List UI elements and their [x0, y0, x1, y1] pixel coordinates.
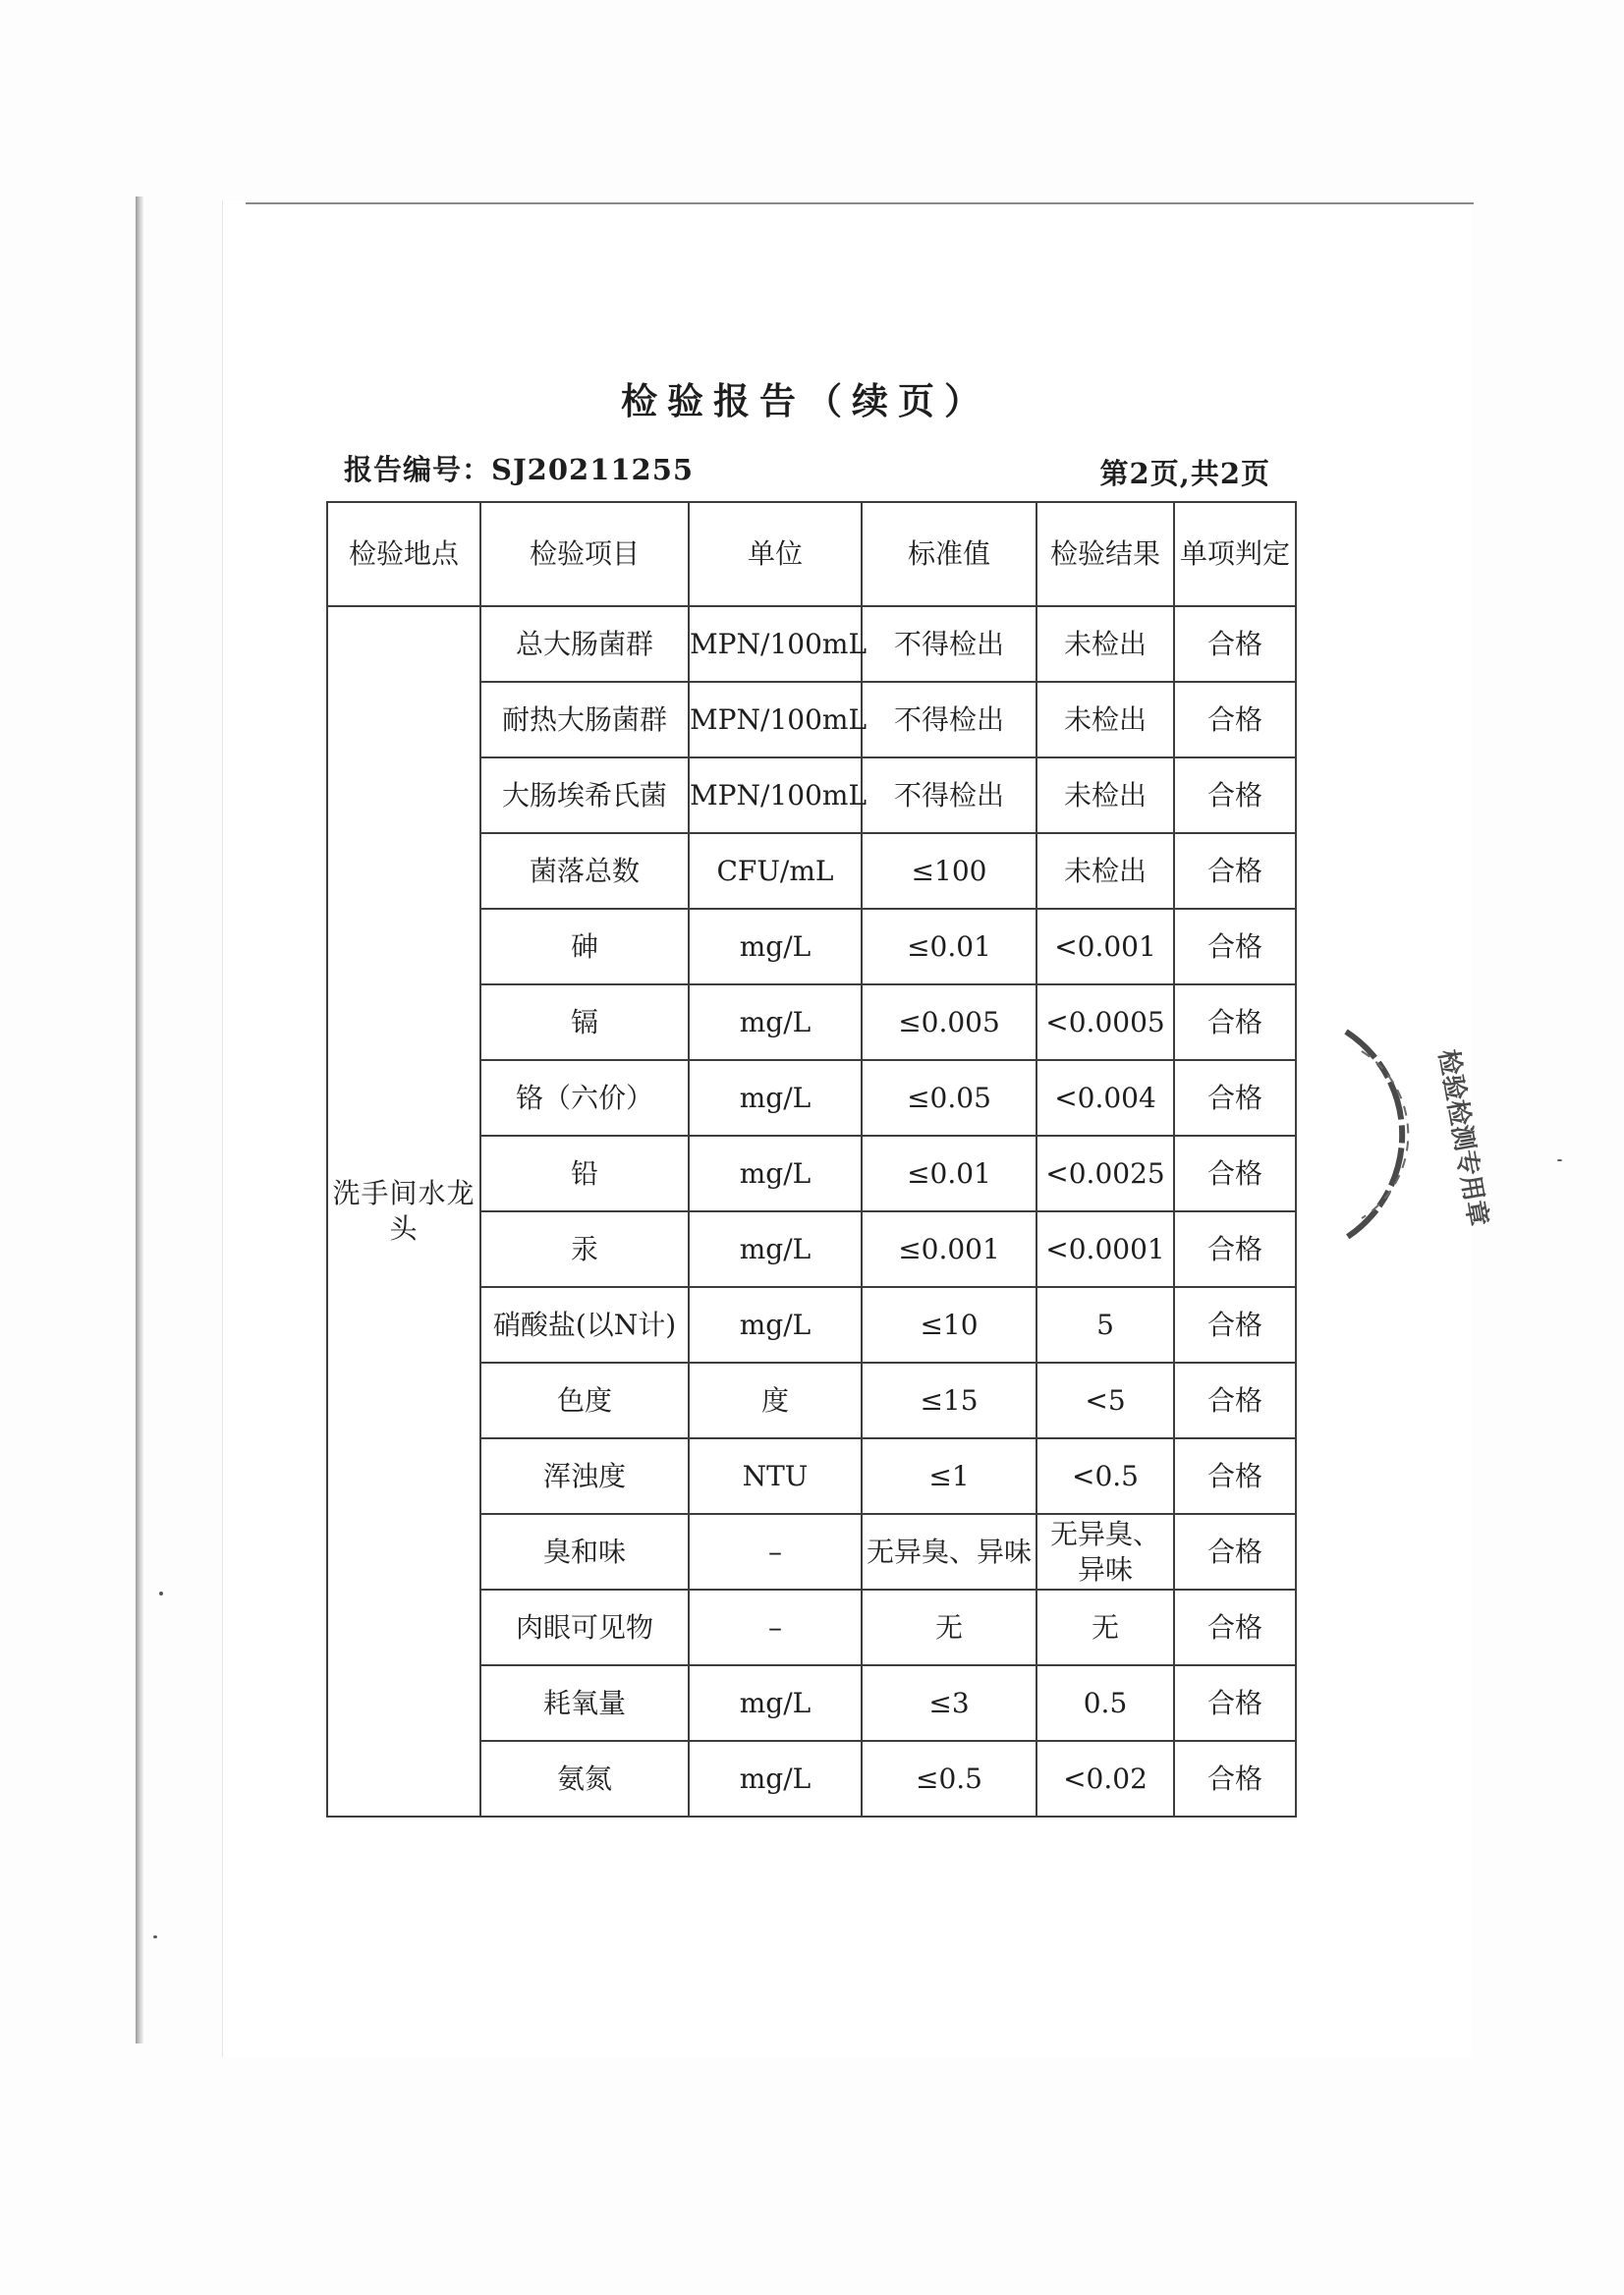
standard-cell: ≤0.5: [862, 1741, 1036, 1817]
item-cell: 总大肠菌群: [480, 606, 689, 682]
result-cell: <0.5: [1036, 1438, 1174, 1514]
result-cell: <0.0001: [1036, 1211, 1174, 1287]
item-cell: 色度: [480, 1363, 689, 1438]
result-cell: 无: [1036, 1590, 1174, 1665]
stamp-seal-graphic: [1316, 1012, 1513, 1258]
item-cell: 菌落总数: [480, 833, 689, 909]
unit-cell: MPN/100mL: [689, 606, 862, 682]
standard-cell: 无异臭、异味: [862, 1514, 1036, 1590]
table-header-row: [327, 502, 1296, 606]
scan-speck: [1557, 1159, 1562, 1161]
item-cell: 肉眼可见物: [480, 1590, 689, 1665]
judgment-cell: 合格: [1174, 1287, 1296, 1363]
stamp-text: 检验检测专用章: [1432, 1047, 1493, 1229]
standard-cell: ≤1: [862, 1438, 1036, 1514]
scan-shadow-edge: [136, 196, 143, 2043]
result-cell: <0.0005: [1036, 984, 1174, 1060]
unit-cell: 度: [689, 1363, 862, 1438]
unit-cell: –: [689, 1514, 862, 1590]
inspection-results-table: [326, 501, 1297, 1818]
standard-cell: ≤0.005: [862, 984, 1036, 1060]
judgment-cell: 合格: [1174, 1741, 1296, 1817]
item-cell: 铬（六价）: [480, 1060, 689, 1136]
result-cell: <0.02: [1036, 1741, 1174, 1817]
result-cell: 未检出: [1036, 606, 1174, 682]
unit-cell: mg/L: [689, 1665, 862, 1741]
scan-top-edge-line: [246, 202, 1474, 204]
header-unit: 单位: [689, 502, 862, 606]
header-result: 检验结果: [1036, 502, 1174, 606]
unit-cell: mg/L: [689, 1287, 862, 1363]
item-cell: 铅: [480, 1136, 689, 1211]
judgment-cell: 合格: [1174, 1211, 1296, 1287]
judgment-cell: 合格: [1174, 984, 1296, 1060]
result-cell: 0.5: [1036, 1665, 1174, 1741]
item-cell: 砷: [480, 909, 689, 984]
judgment-cell: 合格: [1174, 1438, 1296, 1514]
standard-cell: ≤100: [862, 833, 1036, 909]
result-cell: 未检出: [1036, 757, 1174, 833]
standard-cell: ≤15: [862, 1363, 1036, 1438]
header-location: 检验地点: [327, 502, 480, 606]
unit-cell: mg/L: [689, 1136, 862, 1211]
item-cell: 臭和味: [480, 1514, 689, 1590]
item-cell: 硝酸盐(以N计): [480, 1287, 689, 1363]
header-standard: 标准值: [862, 502, 1036, 606]
header-item: 检验项目: [480, 502, 689, 606]
table-row: [327, 606, 1296, 682]
result-cell: 无异臭、异味: [1036, 1514, 1174, 1590]
scan-speck: [153, 1935, 157, 1938]
item-cell: 耐热大肠菌群: [480, 682, 689, 757]
header-judgment: 单项判定: [1174, 502, 1296, 606]
result-cell: 未检出: [1036, 833, 1174, 909]
unit-cell: mg/L: [689, 984, 862, 1060]
standard-cell: ≤3: [862, 1665, 1036, 1741]
item-cell: 汞: [480, 1211, 689, 1287]
judgment-cell: 合格: [1174, 1060, 1296, 1136]
standard-cell: 不得检出: [862, 682, 1036, 757]
result-cell: <5: [1036, 1363, 1174, 1438]
location-cell: 洗手间水龙头: [327, 606, 480, 1817]
standard-cell: ≤0.001: [862, 1211, 1036, 1287]
unit-cell: mg/L: [689, 1741, 862, 1817]
judgment-cell: 合格: [1174, 757, 1296, 833]
judgment-cell: 合格: [1174, 909, 1296, 984]
standard-cell: 无: [862, 1590, 1036, 1665]
unit-cell: mg/L: [689, 1211, 862, 1287]
standard-cell: ≤0.01: [862, 1136, 1036, 1211]
judgment-cell: 合格: [1174, 682, 1296, 757]
result-cell: 5: [1036, 1287, 1174, 1363]
judgment-cell: 合格: [1174, 1514, 1296, 1590]
unit-cell: NTU: [689, 1438, 862, 1514]
unit-cell: MPN/100mL: [689, 682, 862, 757]
unit-cell: –: [689, 1590, 862, 1665]
item-cell: 浑浊度: [480, 1438, 689, 1514]
standard-cell: ≤0.01: [862, 909, 1036, 984]
judgment-cell: 合格: [1174, 1363, 1296, 1438]
unit-cell: mg/L: [689, 909, 862, 984]
page-title: 检验报告（续页）: [621, 379, 990, 422]
standard-cell: 不得检出: [862, 606, 1036, 682]
result-cell: 未检出: [1036, 682, 1174, 757]
unit-cell: CFU/mL: [689, 833, 862, 909]
item-cell: 氨氮: [480, 1741, 689, 1817]
judgment-cell: 合格: [1174, 833, 1296, 909]
scan-speck: [159, 1592, 163, 1595]
page-indicator: 第2页,共2页: [1099, 457, 1270, 490]
judgment-cell: 合格: [1174, 1590, 1296, 1665]
unit-cell: mg/L: [689, 1060, 862, 1136]
inspection-stamp: [1316, 1012, 1513, 1258]
judgment-cell: 合格: [1174, 1136, 1296, 1211]
standard-cell: 不得检出: [862, 757, 1036, 833]
item-cell: 镉: [480, 984, 689, 1060]
judgment-cell: 合格: [1174, 1665, 1296, 1741]
judgment-cell: 合格: [1174, 606, 1296, 682]
report-number: 报告编号：SJ20211255: [344, 453, 695, 486]
item-cell: 耗氧量: [480, 1665, 689, 1741]
result-cell: <0.004: [1036, 1060, 1174, 1136]
standard-cell: ≤0.05: [862, 1060, 1036, 1136]
result-cell: <0.001: [1036, 909, 1174, 984]
unit-cell: MPN/100mL: [689, 757, 862, 833]
standard-cell: ≤10: [862, 1287, 1036, 1363]
result-cell: <0.0025: [1036, 1136, 1174, 1211]
item-cell: 大肠埃希氏菌: [480, 757, 689, 833]
